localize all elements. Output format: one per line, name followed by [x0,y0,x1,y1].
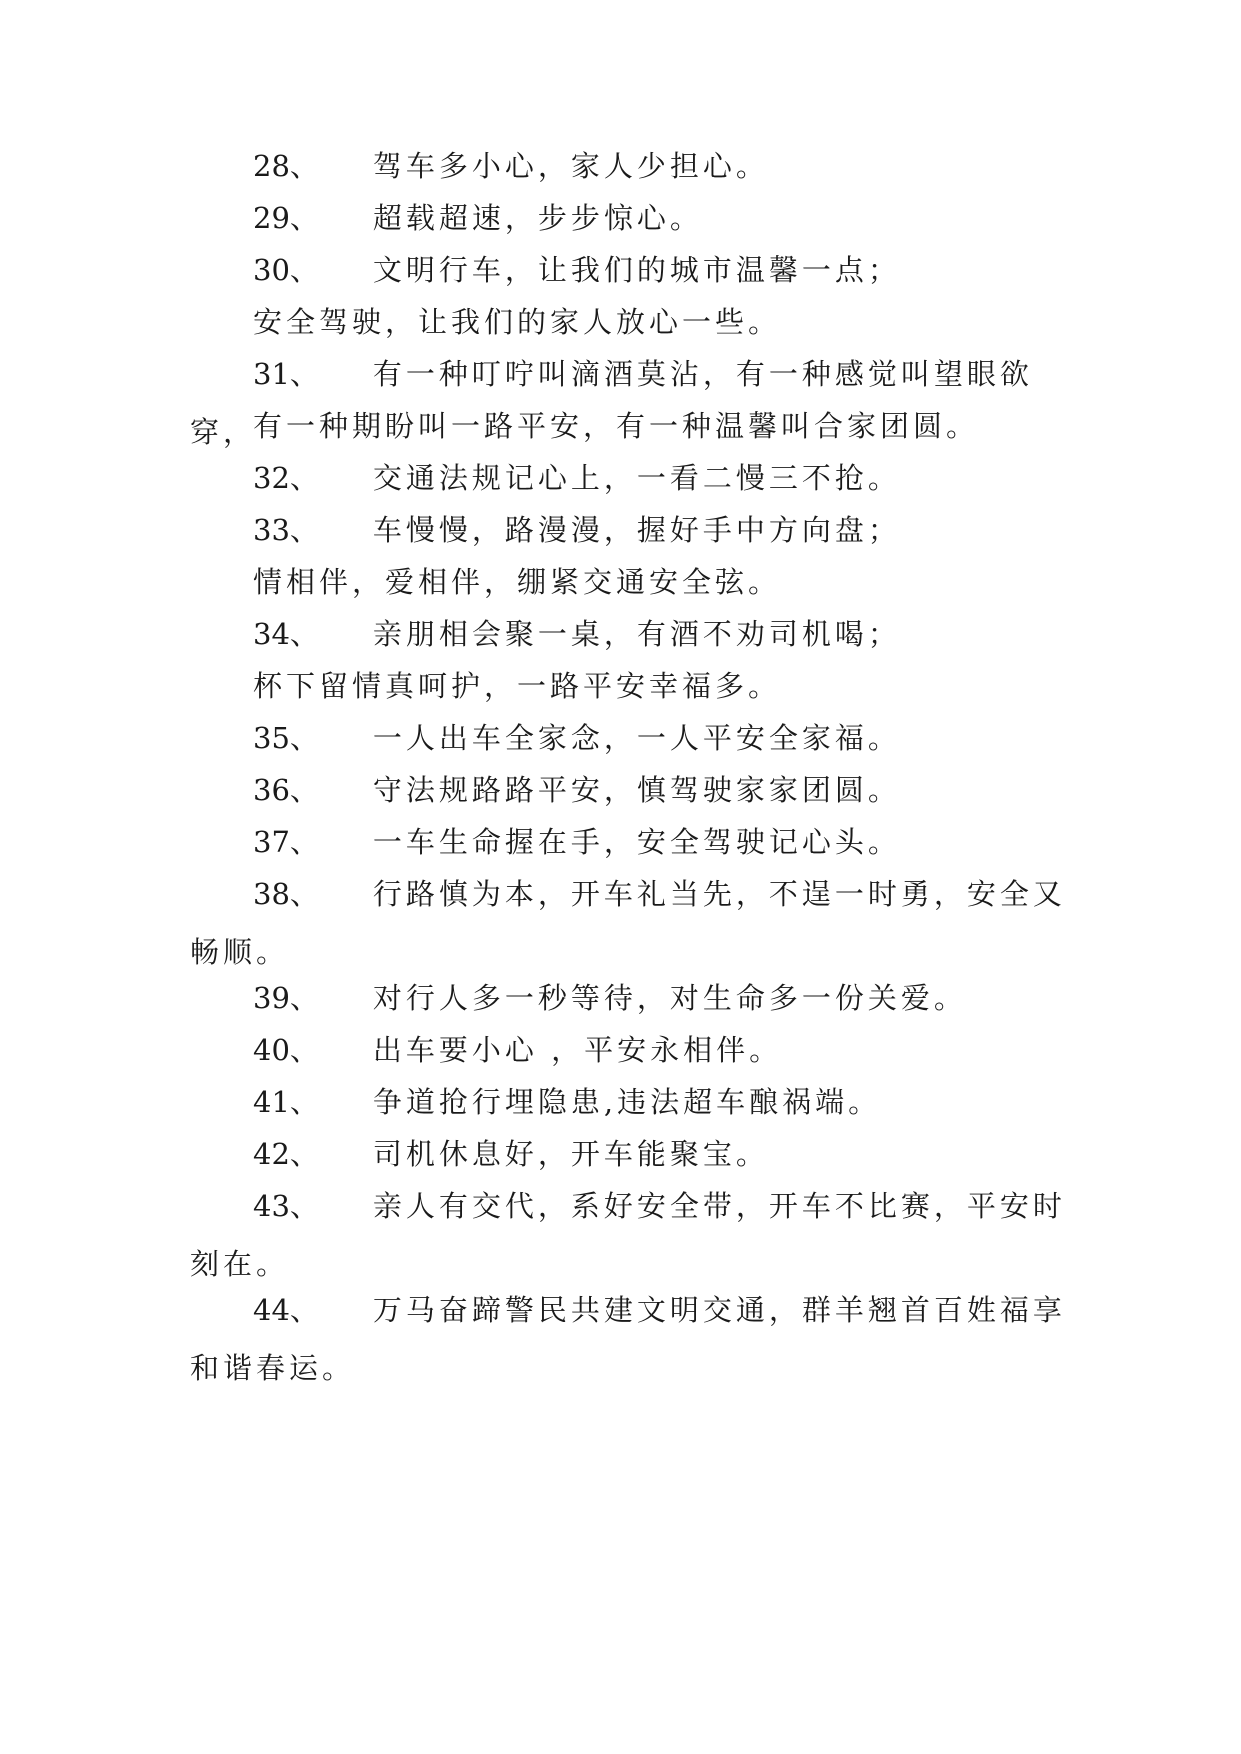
list-item-38: 38、 行路慎为本，开车礼当先，不逞一时勇，安全又畅顺。 [190,877,1066,969]
list-item-43: 43、 亲人有交代，系好安全带，开车不比赛，平安时刻在。 [190,1189,1066,1281]
list-item-30: 30、 文明行车，让我们的城市温馨一点； [253,253,901,287]
list-item-35: 35、 一人出车全家念，一人平安全家福。 [253,721,901,755]
list-item-37: 37、 一车生命握在手，安全驾驶记心头。 [253,825,901,859]
list-item-36: 36、 守法规路路平安，慎驾驶家家团圆。 [253,773,901,807]
list-item-33-line-2: 情相伴，爱相伴，绷紧交通安全弦。 [253,565,782,599]
list-item-31: 31、 有一种叮咛叫滴酒莫沾，有一种感觉叫望眼欲穿， [190,357,1033,449]
list-item-42: 42、 司机休息好，开车能聚宝。 [253,1137,769,1171]
list-item-30-line-2: 安全驾驶，让我们的家人放心一些。 [253,305,782,339]
list-item-40: 40、 出车要小心 ，平安永相伴。 [253,1033,783,1067]
list-item-33: 33、 车慢慢，路漫漫，握好手中方向盘； [253,513,901,547]
separator: 、 [289,149,323,183]
list-item-32: 32、 交通法规记心上，一看二慢三不抢。 [253,461,901,495]
list-item-34: 34、 亲朋相会聚一桌，有酒不劝司机喝； [253,617,901,651]
list-item-28: 28、 驾车多小心，家人少担心。 [253,149,769,183]
list-item-41: 41、 争道抢行埋隐患,违法超车酿祸端。 [253,1085,882,1119]
list-item-34-line-2: 杯下留情真呵护，一路平安幸福多。 [253,669,782,703]
list-item-44: 44、 万马奋蹄警民共建文明交通，群羊翘首百姓福享和谐春运。 [190,1293,1066,1385]
list-item-31-line-2: 有一种期盼叫一路平安，有一种温馨叫合家团圆。 [253,409,980,443]
list-item-29: 29、 超载超速，步步惊心。 [253,201,703,235]
list-item-39: 39、 对行人多一秒等待，对生命多一份关爱。 [253,981,967,1015]
